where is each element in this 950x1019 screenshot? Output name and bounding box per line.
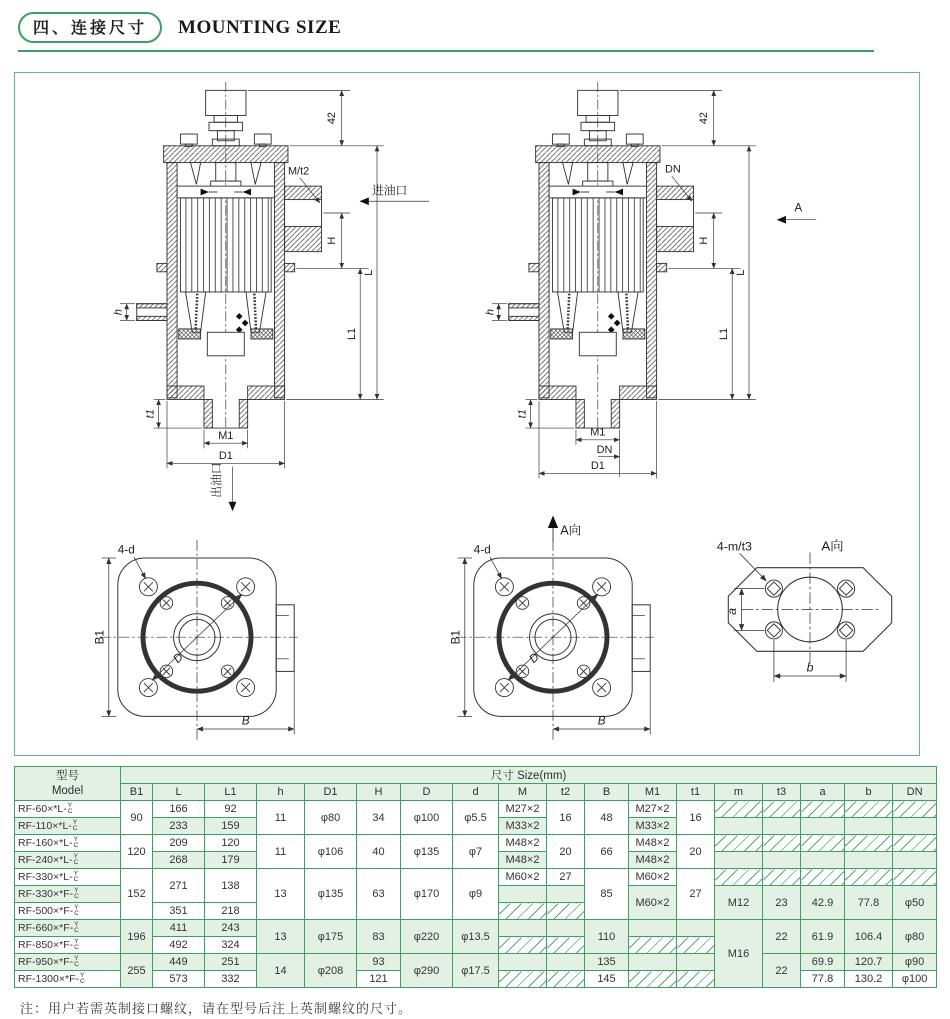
value-cell: 61.9 [801,920,845,954]
value-cell: φ5.5 [453,801,499,835]
value-cell: M60×2 [629,886,677,920]
hatched-cell [499,903,547,920]
column-header-b: b [845,784,893,801]
value-cell: M60×2 [629,869,677,886]
hatched-cell [893,869,937,886]
hatched-cell [845,835,893,852]
dim-D-label: D [170,650,186,666]
hatched-cell [547,954,585,971]
value-cell: 120 [205,835,257,852]
dim-L-label: L [362,269,375,276]
value-cell: φ90 [893,954,937,971]
value-cell: 16 [677,801,715,835]
dim-b-label: b [806,660,814,675]
value-cell: 22 [763,920,801,954]
value-cell: 63 [357,869,401,920]
model-suffix-stack: Y C [74,921,79,935]
value-cell: M16 [715,920,763,988]
value-cell: M48×2 [499,835,547,852]
value-cell: 120.7 [845,954,893,971]
column-header-row [15,784,937,801]
value-cell: 22 [763,954,801,988]
value-cell: M27×2 [499,801,547,818]
hatched-cell [629,971,677,988]
inlet-port-label: 进油口 [371,184,408,198]
model-cell [15,818,121,835]
value-cell: 243 [205,920,257,937]
column-header-H: H [357,784,401,801]
value-cell: 42.9 [801,886,845,920]
model-suffix-stack: Y C [73,853,79,867]
hatched-cell [677,954,715,971]
page-header [18,12,874,52]
value-cell: 145 [585,971,629,988]
hatched-cell [801,835,845,852]
flanged-filter-section-view [485,82,817,478]
view-direction-A: A [794,201,803,215]
value-cell: 166 [153,801,205,818]
value-cell: φ100 [401,801,453,835]
footnote: 注：用户若需英制接口螺纹，请在型号后注上英制螺纹的尺寸。 [20,1001,413,1016]
value-cell: 83 [357,920,401,954]
dim-t1-label: t1 [516,409,529,419]
column-header-D: D [401,784,453,801]
outlet-port-label: 出油口 [210,462,224,498]
value-cell: 209 [153,835,205,852]
model-name: RF-500×*F- [18,904,74,917]
hatched-cell [715,835,763,852]
value-cell: φ135 [305,869,357,920]
hatched-cell [547,937,585,954]
value-cell: 66 [585,835,629,869]
dim-h-label: h [112,309,125,316]
threaded-filter-section-view [113,82,429,510]
flange-bottom-view-left [93,540,297,740]
hatched-cell [499,920,547,937]
model-cell [15,954,121,971]
value-cell: 69.9 [801,954,845,971]
dim-D1-label: D1 [590,460,605,473]
model-suffix-stack: Y C [74,938,79,952]
model-suffix-stack: Y C [73,836,79,850]
value-cell: 492 [153,937,205,954]
hatched-cell [763,869,801,886]
column-header-DN: DN [893,784,937,801]
hatched-cell [801,852,845,869]
hatched-cell [499,886,547,903]
value-cell: φ220 [401,920,453,954]
value-cell: 152 [121,869,153,920]
value-cell: M33×2 [499,818,547,835]
model-cell [15,971,121,988]
value-cell: φ290 [401,954,453,988]
value-cell: 77.8 [845,886,893,920]
value-cell: 135 [585,954,629,971]
model-suffix-stack: Y C [74,955,79,969]
column-header-D1: D1 [305,784,357,801]
hatched-cell [845,852,893,869]
value-cell: 11 [257,835,305,869]
hatched-cell [547,920,585,937]
model-name: RF-950×*F- [18,955,74,968]
value-cell: φ80 [893,920,937,954]
dim-t1-label: t1 [144,409,157,419]
model-cell [15,903,121,920]
model-name: RF-240×*L- [18,853,73,866]
value-cell: φ13.5 [453,920,499,954]
dim-B1-label: B1 [93,630,107,645]
model-cell [15,886,121,903]
hatched-cell [499,937,547,954]
value-cell: 20 [547,835,585,869]
hatched-cell [629,954,677,971]
value-cell: 121 [357,971,401,988]
hatched-cell [715,852,763,869]
value-cell: 14 [257,954,305,988]
value-cell: 27 [547,869,585,886]
hatched-cell [677,971,715,988]
dim-42-label: 42 [326,112,339,125]
hatched-cell [499,954,547,971]
value-cell: 120 [121,835,153,869]
column-header-L: L [153,784,205,801]
hatched-cell [763,801,801,818]
column-header-B1: B1 [121,784,153,801]
dim-B-label: B [241,714,250,728]
value-cell: 411 [153,920,205,937]
model-header-en: Model [51,784,84,797]
value-cell: φ106 [305,835,357,869]
dim-H-label: H [326,236,338,245]
hatched-cell [763,835,801,852]
model-suffix-stack: Y C [79,972,85,986]
hatched-cell [893,835,937,852]
model-cell [15,852,121,869]
table-row [15,869,937,886]
model-name: RF-110×*L- [18,819,72,832]
hatched-cell [547,971,585,988]
dim-B-label: B [597,714,606,728]
hatched-cell [801,869,845,886]
value-cell: 34 [357,801,401,835]
hatched-cell [677,937,715,954]
hatched-cell [547,903,585,920]
value-cell: 130.2 [845,971,893,988]
bolt-holes-label: 4-d [473,543,491,557]
table-row [15,920,937,937]
value-cell: 13 [257,920,305,954]
drawing-panel [14,72,920,756]
mounting-size-table [14,766,937,988]
model-suffix-stack: Y C [74,904,79,918]
value-cell: 573 [153,971,205,988]
model-suffix-stack: Y C [67,802,73,816]
value-cell: 16 [547,801,585,835]
value-cell: 233 [153,818,205,835]
hatched-cell [845,818,893,835]
dn-spec-label: DN [665,163,681,176]
hatched-cell [629,937,677,954]
hatched-cell [893,801,937,818]
table-row [15,801,937,818]
value-cell: M48×2 [499,852,547,869]
model-suffix-stack: Y C [73,870,79,884]
hatched-cell [715,801,763,818]
dim-h-label: h [484,309,497,316]
model-cell [15,801,121,818]
column-header-t3: t3 [763,784,801,801]
value-cell: 27 [677,869,715,920]
dim-a-label: a [724,607,739,615]
value-cell: M33×2 [629,818,677,835]
value-cell: 271 [153,869,205,903]
counter-flange-view [717,539,892,682]
dim-42-label: 42 [698,112,710,125]
view-a-direction-label: A向 [560,523,582,538]
model-cell [15,937,121,954]
thread-spec-label: M/t2 [287,165,310,178]
hatched-cell [763,818,801,835]
dim-L-label: L [734,269,747,276]
value-cell: 11 [257,801,305,835]
column-header-t2: t2 [547,784,585,801]
model-cell [15,920,121,937]
value-cell: 324 [205,937,257,954]
flange-bottom-view-a-direction [449,517,653,740]
model-name: RF-60×*L- [18,802,67,815]
value-cell: 332 [205,971,257,988]
value-cell: M27×2 [629,801,677,818]
dim-D1-label: D1 [218,450,233,463]
view-a-direction-label: A向 [821,538,844,554]
value-cell: 92 [205,801,257,818]
model-name: RF-330×*L- [18,870,73,883]
column-header-h: h [257,784,305,801]
hatched-cell [845,869,893,886]
value-cell: φ9 [453,869,499,920]
model-suffix-stack: Y C [74,887,79,901]
value-cell: 77.8 [801,971,845,988]
hatched-cell [893,852,937,869]
mounting-size-table-wrap [14,766,937,988]
hatched-cell [677,920,715,937]
hatched-cell [763,852,801,869]
dim-M1-label: M1 [590,426,606,439]
value-cell: 106.4 [845,920,893,954]
size-header: 尺寸 Size(mm) [121,767,937,784]
hatched-cell [499,971,547,988]
column-header-t1: t1 [677,784,715,801]
hatched-cell [801,801,845,818]
value-cell: 218 [205,903,257,920]
column-header-L1: L1 [205,784,257,801]
value-cell: 23 [763,886,801,920]
value-cell: φ80 [305,801,357,835]
column-header-M1: M1 [629,784,677,801]
section-title-pill: 四、连接尺寸 [18,12,162,43]
value-cell: φ175 [305,920,357,954]
hatched-cell [845,801,893,818]
column-header-B: B [585,784,629,801]
model-cell [15,835,121,852]
value-cell: 179 [205,852,257,869]
value-cell: 13 [257,869,305,920]
dim-L1-label: L1 [718,327,731,341]
value-cell: 449 [153,954,205,971]
value-cell: 251 [205,954,257,971]
dim-D-label: D [526,650,542,666]
model-name: RF-160×*L- [18,836,73,849]
value-cell: φ50 [893,886,937,920]
hatched-cell [893,818,937,835]
hatched-cell [801,818,845,835]
column-header-M: M [499,784,547,801]
dim-M1-label: M1 [218,429,234,442]
model-header-zh: 型号 [56,769,79,782]
model-name: RF-1300×*F- [18,972,79,985]
value-cell: φ208 [305,954,357,988]
value-cell: φ17.5 [453,954,499,988]
value-cell: 268 [153,852,205,869]
value-cell: M48×2 [629,835,677,852]
hatched-cell [629,920,677,937]
value-cell: φ170 [401,869,453,920]
value-cell: 20 [677,835,715,869]
value-cell: φ100 [893,971,937,988]
model-suffix-stack: Y C [72,819,78,833]
dim-DN-label: DN [596,444,613,457]
hatched-cell [547,886,585,903]
mounting-drawings [15,73,919,755]
value-cell: 48 [585,801,629,835]
value-cell: 138 [205,869,257,903]
value-cell: M48×2 [629,852,677,869]
value-cell: 110 [585,920,629,954]
dim-L1-label: L1 [346,327,359,341]
value-cell: 85 [585,869,629,920]
column-header-m: m [715,784,763,801]
bolt-holes-label: 4-d [117,543,135,557]
value-cell: 196 [121,920,153,954]
model-name: RF-330×*F- [18,887,74,900]
value-cell: 159 [205,818,257,835]
table-row [15,954,937,971]
flange-bolt-holes-label: 4-m/t3 [716,539,752,554]
model-name: RF-660×*F- [18,921,74,934]
value-cell: M60×2 [499,869,547,886]
column-header-d: d [453,784,499,801]
value-cell: φ135 [401,835,453,869]
value-cell: 351 [153,903,205,920]
hatched-cell [715,869,763,886]
model-column-header [15,767,121,801]
value-cell: 90 [121,801,153,835]
value-cell: 93 [357,954,401,971]
page-title: MOUNTING SIZE [178,16,342,38]
table-row [15,835,937,852]
dim-H-label: H [698,236,710,245]
model-cell [15,869,121,886]
column-header-a: a [801,784,845,801]
hatched-cell [715,818,763,835]
model-name: RF-850×*F- [18,938,74,951]
value-cell: 255 [121,954,153,988]
dim-B1-label: B1 [449,630,463,645]
value-cell: φ7 [453,835,499,869]
value-cell: 40 [357,835,401,869]
value-cell: M12 [715,886,763,920]
